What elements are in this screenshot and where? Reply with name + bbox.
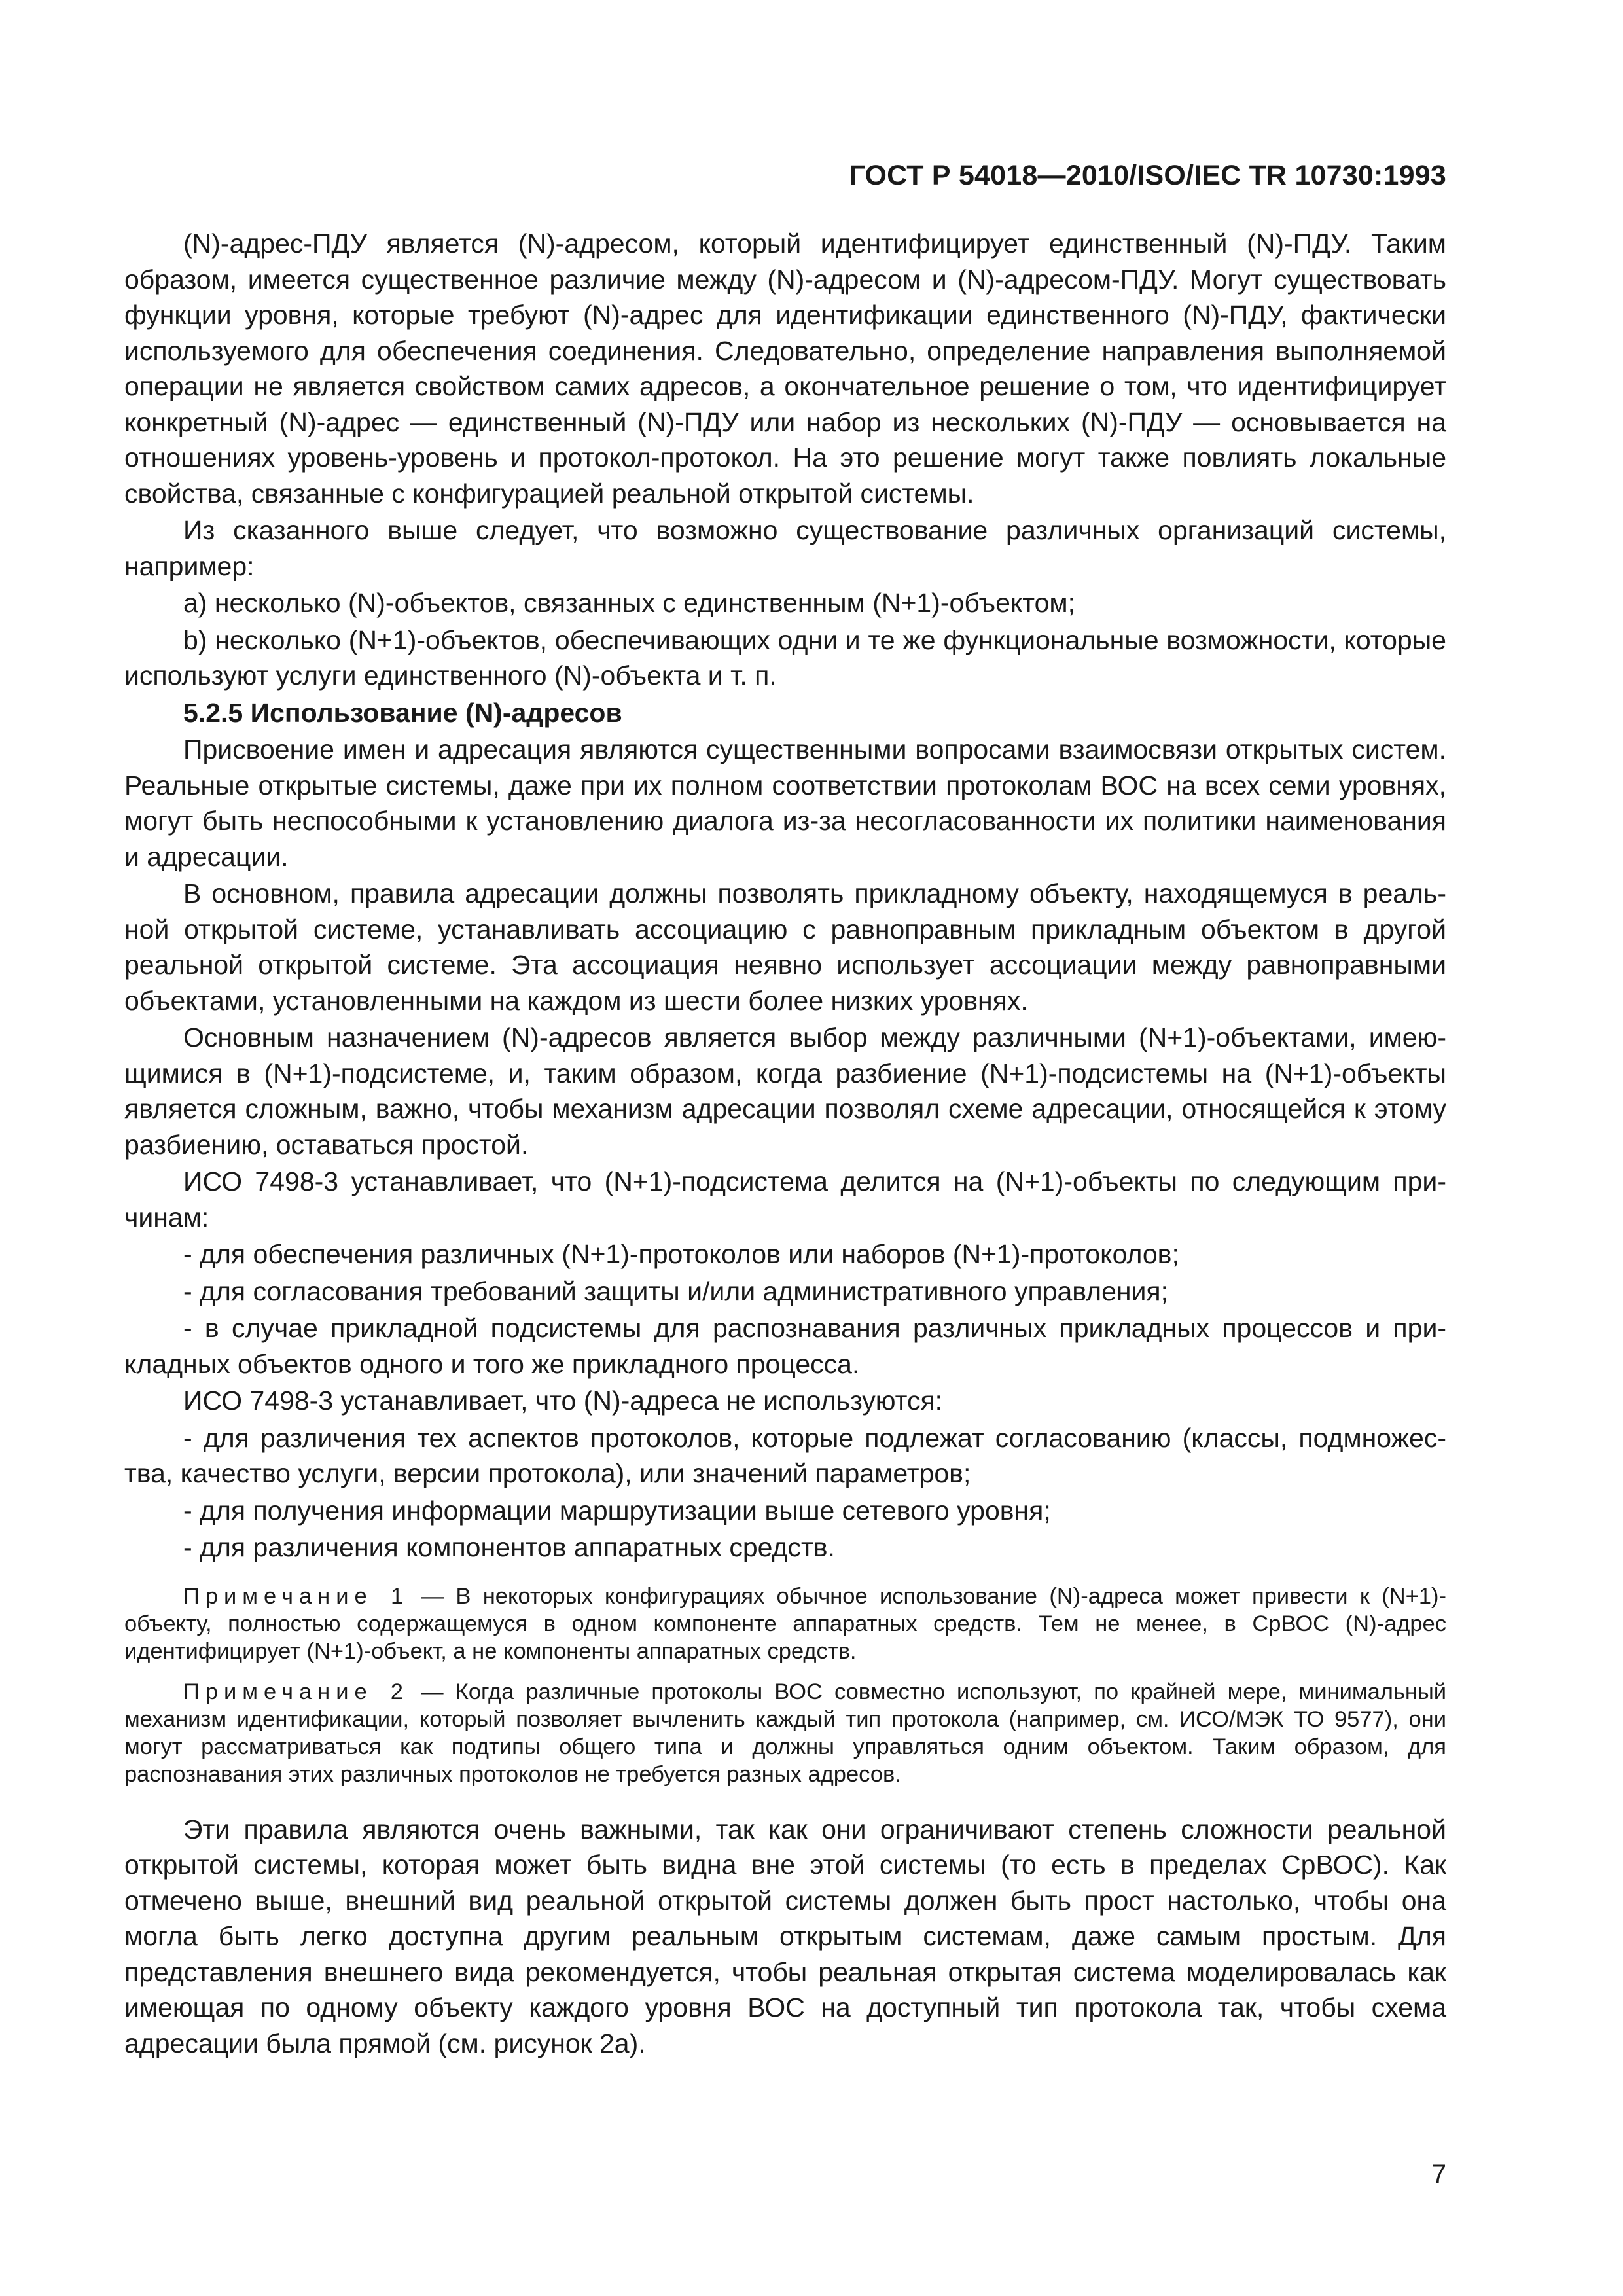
note-text: — Когда различные протоколы ВОС совместно используют, по крайней мере, минимальный механизм идентификации, который позволяет вычленить каждый тип протокола (например, см. ИСО/МЭК ТО 9577), они могут рассматриваться как подтипы общего типа и должны управляться одним объектом. Таким образом, для распознавания этих различных протоколов не требуется разных адресов. <box>124 1679 1447 1787</box>
page-number: 7 <box>1431 2160 1446 2189</box>
paragraph: ИСО 7498-3 устанавливает, что (N)-адреса не используются: <box>183 1386 943 1416</box>
paragraph: ИСО 7498-3 устанавливает, что (N+1)-подсистема делится на (N+1)-объекты по следующим причинам: <box>124 1166 1446 1232</box>
list-item: - для обеспечения различных (N+1)-протоколов или наборов (N+1)-протоколов; <box>183 1239 1179 1269</box>
paragraph: Эти правила являются очень важными, так как они ограничивают степень сложности реальной открытой системы, которая может быть видна вне этой системы (то есть в пределах СрВОС). Как отмечено выше, внешний вид реальной открытой системы должен быть прост настолько, чтобы она могла быть легко доступна другим реальным открытым системам, даже самым простым. Для представления внешнего вида рекомендуется, чтобы реальная открытая система моделировалась как имеющая по одному объекту каждого уровня ВОС на доступный тип протокола так, чтобы схема адресации была прямой (см. рисунок 2а). <box>124 1814 1446 2058</box>
list-item: a) несколько (N)-объектов, связанных с единственным (N+1)-объектом; <box>183 588 1075 618</box>
section-heading: 5.2.5 Использование (N)-адресов <box>183 697 622 728</box>
list-item: - для согласования требований защиты и/или административного управления; <box>183 1276 1169 1306</box>
paragraph: Основным назначением (N)-адресов является выбор между различными (N+1)-объектами, имеющимися в (N+1)-подсистеме, и, таким образом, когда разбиение (N+1)-подсистемы на (N+1)-объекты является сложным, важно, чтобы механизм адресации позволял схеме адресации, относящейся к этому разбиению, оставаться простой. <box>124 1022 1446 1160</box>
note-2 <box>124 1678 1446 1788</box>
paragraph: Присвоение имен и адресация являются существенными вопросами взаимосвязи открытых систем. Реальные открытые системы, даже при их полном соответствии протоколам ВОС на всех семи уровнях, могут быть неспособными к установлению диалога из-за несогласованности их политики наименования и адресации. <box>124 734 1446 872</box>
note-label: Примечание 1 <box>183 1583 410 1609</box>
paragraph: (N)-адрес-ПДУ является (N)-адресом, который идентифицирует единственный (N)-ПДУ. Таким образом, имеется существенное различие между (N)-адресом и (N)-адресом-ПДУ. Могут существовать функции уровня, которые требуют (N)-адрес для идентификации единственного (N)-ПДУ, фактически используемого для обеспечения соединения. Следовательно, определение направления выполняемой операции не является свойством самих адресов, а окончательное решение о том, что идентифицирует конкретный (N)-адрес — единственный (N)-ПДУ или набор из нескольких (N)-ПДУ — основывается на отношениях уровень-уровень и протокол-протокол. На это решение могут также повлиять локальные свойства, связанные с конфигурацией реальной открытой системы. <box>124 228 1446 509</box>
note-1 <box>124 1583 1446 1665</box>
list-item: - в случае прикладной подсистемы для распознавания различных прикладных процессов и прикладных объектов одного и того же прикладного процесса. <box>124 1313 1446 1379</box>
list-item: - для различения компонентов аппаратных средств. <box>183 1532 835 1562</box>
document-body <box>124 226 1446 2062</box>
paragraph: Из сказанного выше следует, что возможно существование различных организаций системы, например: <box>124 515 1446 581</box>
note-label: Примечание 2 <box>183 1679 409 1704</box>
note-text: — В некоторых конфигурациях обычное использование (N)-адреса может привести к (N+1)-объекту, полностью содержащемуся в одном компоненте аппаратных средств. Тем не менее, в СрВОС (N)-адрес идентифицирует (N+1)-объект, а не компоненты аппаратных средств. <box>124 1583 1446 1664</box>
list-item: - для различения тех аспектов протоколов, которые подлежат согласованию (классы, подмножества, качество услуги, версии протокола), или значений параметров; <box>124 1422 1446 1488</box>
paragraph: В основном, правила адресации должны позволять прикладному объекту, находящемуся в реальной открытой системе, устанавливать ассоциацию с равноправным прикладным объектом в другой реальной открытой системе. Эта ассоциация неявно использует ассоциации между равноправными объектами, установленными на каждом из шести более низких уровнях. <box>124 878 1446 1016</box>
list-item: b) несколько (N+1)-объектов, обеспечивающих одни и те же функциональные возможности, которые используют услуги единственного (N)-объекта и т. п. <box>124 624 1446 691</box>
document-header: ГОСТ Р 54018—2010/ISO/IEC TR 10730:1993 <box>849 160 1446 191</box>
list-item: - для получения информации маршрутизации выше сетевого уровня; <box>183 1495 1051 1526</box>
